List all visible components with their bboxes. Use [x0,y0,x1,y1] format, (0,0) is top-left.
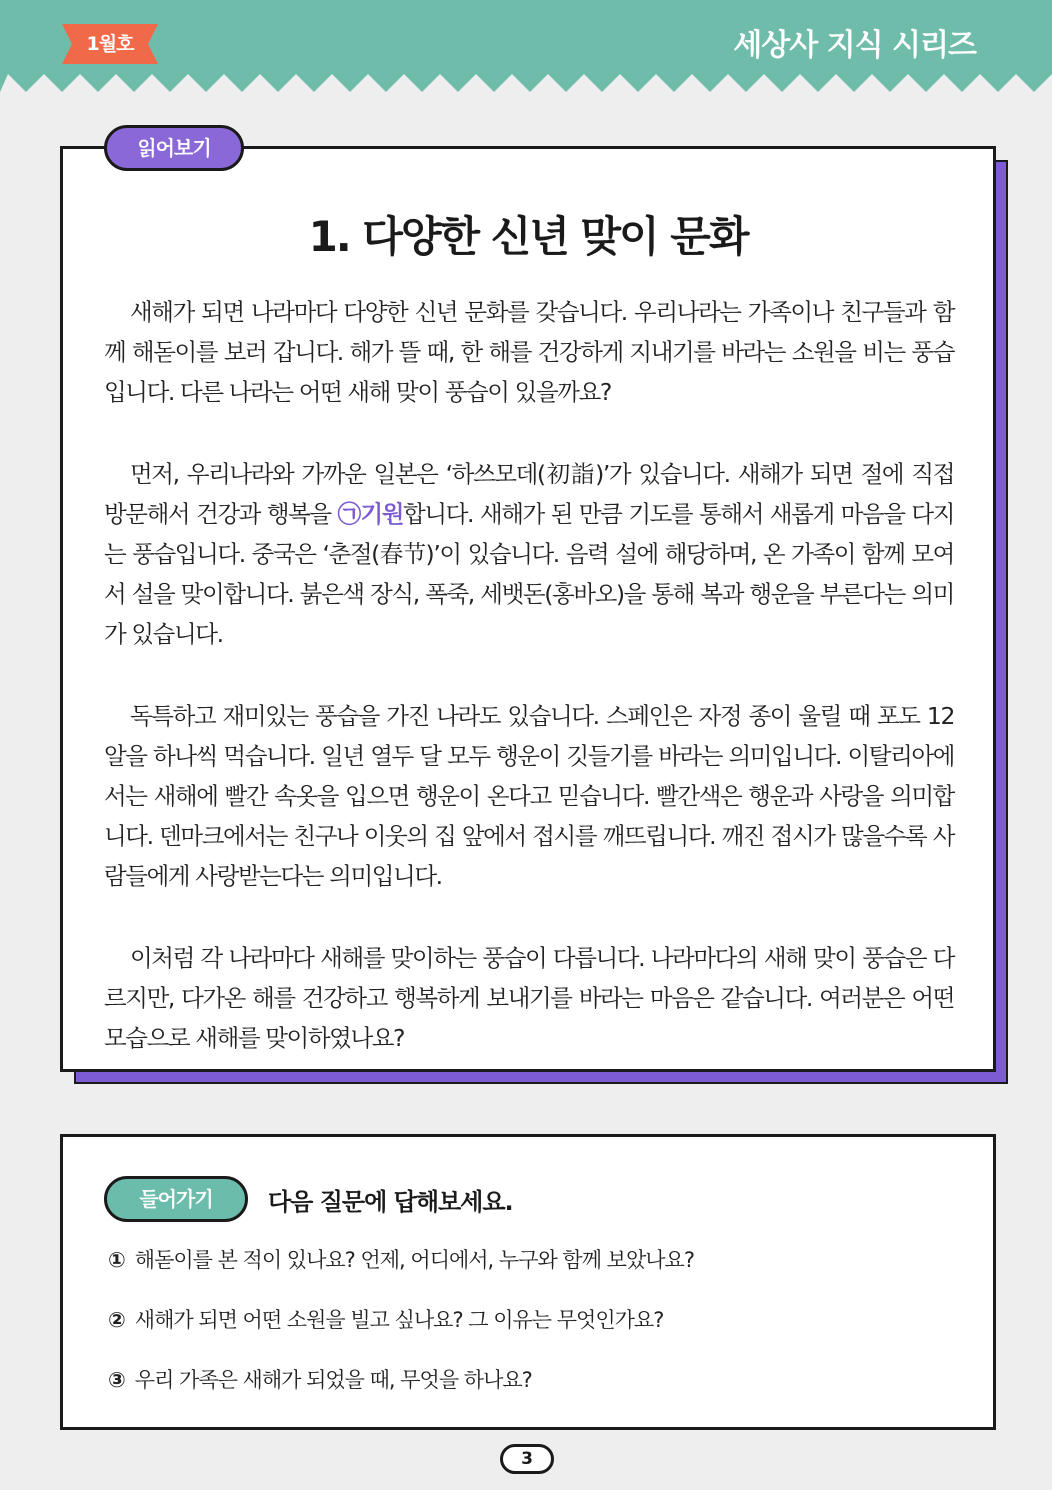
page-number: 3 [500,1444,554,1474]
question-item-2 [108,1304,663,1334]
highlighted-term: ㉠기원 [337,500,404,528]
issue-label: 1월호 [86,33,134,55]
question-text: 새해가 되면 어떤 소원을 빌고 싶나요? 그 이유는 무엇인가요? [134,1308,664,1332]
paragraph-3: 독특하고 재미있는 풍습을 가진 나라도 있습니다. 스페인은 자정 종이 울릴 때 포도 12알을 하나씩 먹습니다. 일년 열두 달 모두 행운이 깃들기를 바라는 의미입니다. 이탈리아에서는 새해에 빨간 속옷을 입으면 행운이 온다고 믿습니다. 빨간색은 행운과 사랑을 의미합니다. 덴마크에서는 친구나 이웃의 집 앞에서 접시를 깨뜨립니다. 깨진 접시가 많을수록 사람들에게 사랑받는다는 의미입니다. [104,702,954,890]
question-item-3 [108,1364,532,1394]
paragraph-1: 새해가 되면 나라마다 다양한 신년 문화를 갖습니다. 우리나라는 가족이나 친구들과 함께 해돋이를 보러 갑니다. 해가 뜰 때, 한 해를 건강하게 지내기를 바라는 소원을 비는 풍습입니다. 다른 나라는 어떤 새해 맞이 풍습이 있을까요? [104,298,954,406]
question-heading: 다음 질문에 답해보세요. [268,1188,513,1216]
series-title: 세상사 지식 시리즈 [733,28,976,63]
question-text: 우리 가족은 새해가 되었을 때, 무엇을 하나요? [134,1368,532,1392]
question-number: ② [108,1308,125,1332]
question-item-1 [108,1244,694,1274]
paragraph-2 [104,454,954,654]
paragraph-4: 이처럼 각 나라마다 새해를 맞이하는 풍습이 다릅니다. 나라마다의 새해 맞이 풍습은 다르지만, 다가온 해를 건강하고 행복하게 보내기를 바라는 마음은 같습니다. 여러분은 어떤 모습으로 새해를 맞이하였나요? [104,944,954,1052]
issue-tag [62,24,158,64]
question-text: 해돋이를 본 적이 있나요? 언제, 어디에서, 누구와 함께 보았나요? [134,1248,694,1272]
reading-badge: 읽어보기 [104,125,244,171]
question-number: ③ [108,1368,125,1392]
paragraph-2-text-before: 먼저, 우리나라와 가까운 일본은 ‘하쓰모데(初詣)’가 있습니다. 새해가 되면 절에 직접 방문해서 건강과 행복을 [104,460,954,528]
article-title: 1. 다양한 신년 맞이 문화 [308,212,748,261]
article-body [104,292,954,1100]
question-number: ① [108,1248,125,1272]
header-band [0,0,1052,92]
paragraph-2-text-after: 합니다. 새해가 된 만큼 기도를 통해서 새롭게 마음을 다지는 풍습입니다. 중국은 ‘춘절(春节)’이 있습니다. 음력 설에 해당하며, 온 가족이 함께 모여서 설을 맞이합니다. 붉은색 장식, 폭죽, 세뱃돈(홍바오)을 통해 복과 행운을 부른다는 의미가 있습니다. [104,500,954,648]
intro-badge: 들어가기 [104,1176,248,1222]
